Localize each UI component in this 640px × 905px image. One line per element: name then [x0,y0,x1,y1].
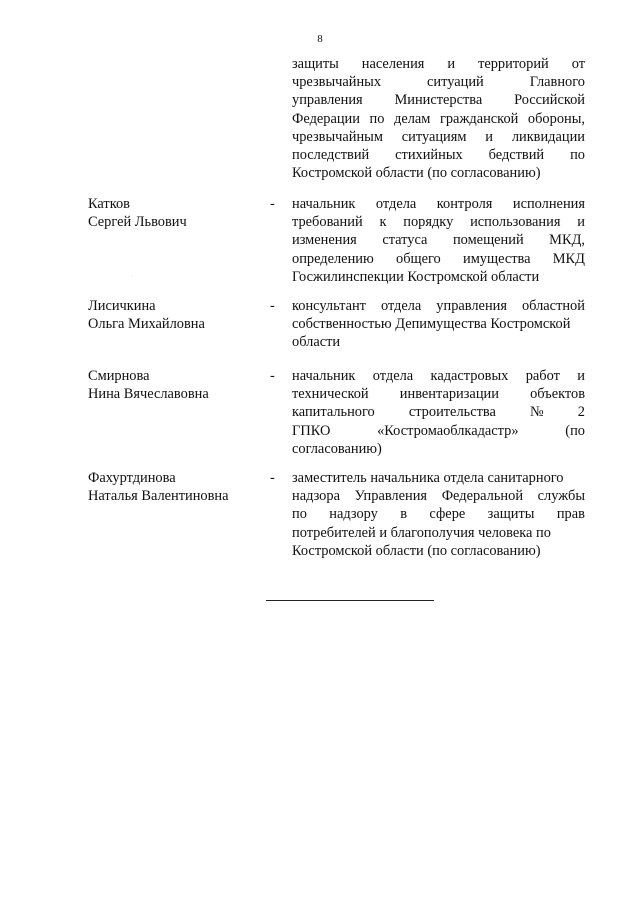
text-line [292,110,585,128]
word: областной [521,298,585,314]
word: использования [470,214,561,231]
member-position [292,297,585,352]
text-line [292,164,585,182]
text-line [292,505,585,523]
member-given-names: Ольга Михайловна [88,316,205,333]
text-line [292,297,585,315]
word: строительства [408,404,496,421]
word: Федерации [292,110,360,127]
word: потребителей и благополучия человека по [292,524,551,541]
member-given-names: Сергей Львович [88,214,187,231]
word: (по [565,422,585,439]
word: последствий [292,146,370,163]
word: технической [292,386,369,403]
word: помещений [452,232,524,249]
word: объектов [530,386,585,403]
word: чрезвычайным [292,128,383,145]
word: чрезвычайных [292,74,382,91]
word: отдела [372,368,414,384]
text-line [292,422,585,440]
word: капитального [292,404,375,421]
page-number: 8 [317,33,323,45]
word: начальник [292,368,356,384]
word: области [292,334,341,351]
dash-separator: - [270,298,275,314]
word: общего [396,250,441,267]
text-line [292,315,585,333]
word: к [379,214,387,231]
member-surname: Смирнова [88,368,150,384]
word: по [292,506,307,523]
word: и [485,128,493,145]
word: управления [436,298,507,314]
text-line [292,333,585,351]
word: порядку [403,214,454,231]
word: исполнения [512,196,585,212]
word: МКД [552,250,585,267]
member-name [88,195,258,231]
text-line [292,487,585,505]
text-line [292,367,585,385]
text-line [292,91,585,109]
word: изменения [292,232,357,249]
text-line [292,73,585,91]
word: МКД, [549,232,585,249]
word: управления [292,92,363,109]
word: имущества [463,250,531,267]
dash-separator: - [270,470,275,486]
word: делам [394,110,431,127]
word: стихийных [395,146,463,163]
text-line [292,542,585,560]
word: ситуаций [427,74,484,91]
word: бедствий [488,146,545,163]
word: от [571,56,585,72]
word: кадастровых [430,368,509,384]
word: собственностью Депимущества Костромской [292,316,571,333]
word: работ [525,368,560,384]
word: обороны, [527,110,585,127]
word: и [577,214,585,231]
text-line [292,128,585,146]
scan-speck: · [131,274,133,280]
member-surname: Катков [88,196,130,212]
word: Главного [529,74,585,91]
member-surname: Фахуртдинова [88,470,176,486]
word: по [570,146,585,163]
member-name [88,367,258,403]
word: ликвидации [511,128,585,145]
dash-separator: - [270,368,275,384]
word: в [400,506,408,523]
word: начальник [292,196,356,212]
word: «Костромаоблкадастр» [377,422,519,439]
word: гражданской [439,110,519,127]
text-line [292,524,585,542]
text-line [292,146,585,164]
word: 2 [577,404,585,421]
word: Костромской области (по согласованию) [292,542,541,559]
member-surname: Лисичкина [88,298,156,314]
word: населения [361,56,425,72]
text-line [292,469,585,487]
word: Министерства [394,92,483,109]
member-position [292,469,585,560]
text-line [292,440,585,458]
word: защиты [487,506,535,523]
member-position [292,195,585,286]
word: согласованию) [292,440,382,457]
text-line [292,231,585,249]
word: Костромской области (по согласованию) [292,165,541,182]
word: надзору [329,506,378,523]
word: Федеральной [441,488,524,505]
text-line [292,250,585,268]
word: и [447,56,456,72]
text-line [292,268,585,286]
word: Госжилинспекции Костромской области [292,268,540,285]
word: отдела [380,298,422,314]
word: статуса [382,232,428,249]
dash-separator: - [270,196,275,212]
word: требований [292,214,363,231]
word: ситуациям [401,128,467,145]
word: Управления [354,488,428,505]
word: территорий [478,56,549,72]
word: контроля [436,196,493,212]
member-name [88,469,258,505]
text-line [292,385,585,403]
word: отдела [375,196,417,212]
word: определению [292,250,374,267]
text-line [292,403,585,421]
word: ГПКО [292,422,331,439]
end-divider [266,600,434,601]
word: сфере [429,506,466,523]
word: Российской [514,92,585,109]
word: службы [537,488,585,505]
member-position [292,367,585,458]
text-line [292,213,585,231]
word: защиты [292,56,339,72]
word: и [577,368,585,384]
text-line [292,195,585,213]
word: № [529,404,544,421]
text-line [292,55,585,73]
member-name [88,297,258,333]
member-given-names: Наталья Валентиновна [88,488,229,505]
word: заместитель начальника отдела санитарного [292,470,564,486]
continued-description [292,55,585,182]
word: прав [556,506,585,523]
word: надзора [292,488,340,505]
member-given-names: Нина Вячеславовна [88,386,209,403]
word: инвентаризации [399,386,499,403]
word: по [369,110,385,127]
word: консультант [292,298,366,314]
